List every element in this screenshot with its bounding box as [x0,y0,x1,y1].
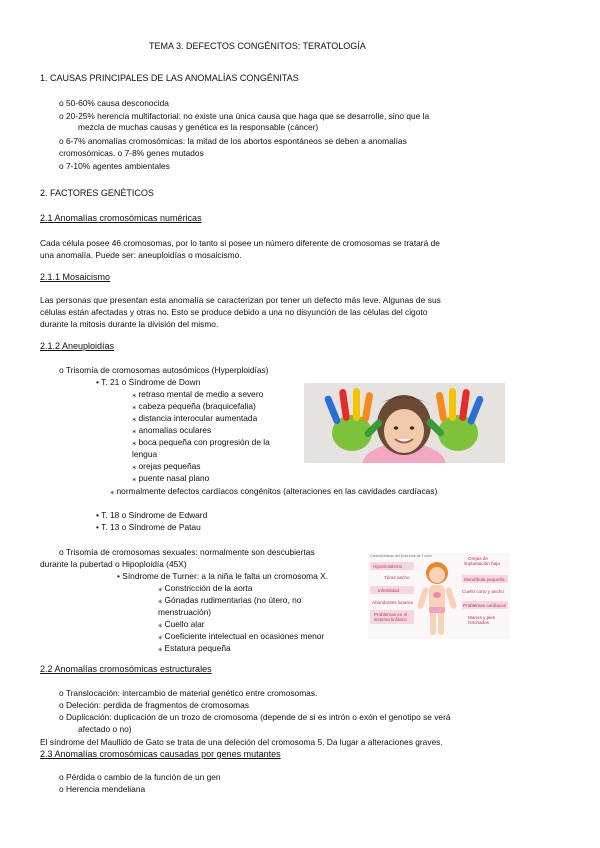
list-item: • T. 13 o Síndrome de Patau [96,522,201,532]
list-item: mezcla de muchas causas y genética es la responsable (cáncer) [78,122,319,132]
list-item: o Pérdida o cambio de la función de un gen [59,772,221,782]
list-item: o 7-10% agentes ambientales [59,161,170,171]
bullet-text: puente nasal plano [138,473,210,483]
section-2-heading: 2. FACTORES GENÉTICOS [40,188,154,198]
label-text: Hipotiroidismo [373,563,403,569]
bullet-text: orejas pequeñas [138,461,201,471]
section-1-heading: 1. CAUSAS PRINCIPALES DE LAS ANOMALÍAS CONGÉNITAS [40,73,299,83]
list-item: • T. 18 o Síndrome de Edward [96,510,208,520]
label-text: Orejas de [468,556,488,561]
bullet-text: Constricción de la aorta [164,583,253,593]
subsection-2-3-heading: 2.3 Anomalías cromosómicas causadas por genes mutantes [40,749,281,759]
bullet-item: ⁎ retraso mental de medio a severo [132,389,264,399]
bullet-item: ⁎ Cuello alar [158,619,205,629]
bullet-item: ⁎ cabeza pequeña (braquicefalia) [132,401,256,411]
list-item: afectado o no) [78,724,132,734]
bullet-text: normalmente defectos cardíacos congénitos (alteraciones en las cavidades cardíacas) [116,486,438,496]
list-item: o Duplicación: duplicación de un trozo de cromosoma (depende de si es intrón o exón el genotipo se verá [59,712,451,722]
bullet-text: Gónadas rudimentarias (no útero, no [164,595,302,605]
list-item: o Trisomía de cromosomas sexuales: normalmente son descubiertas [59,547,315,557]
bullet-text: distancia interocular aumentada [138,413,258,423]
bullet-text: retraso mental de medio a severo [138,389,264,399]
label-text: Infertilidad [378,587,400,593]
label-text: Mandíbula pequeña [464,576,505,582]
list-item: o 50-60% causa desconocida [59,98,169,108]
bullet-text: menstruación) [158,607,212,617]
list-item: o 6-7% anomalías cromosómicas: la mitad de los abortos espontáneos se deben a anomalías [59,136,407,146]
list-item: o 20-25% herencia multifactorial: no existe una única causa que haga que se desarrolle, sino que la [59,111,430,121]
paragraph-line: durante la mitosis durante la división del mismo. [40,319,219,329]
girl-illustration [414,559,460,639]
list-item: • T. 21 o Síndrome de Down [96,377,201,387]
paragraph-line: una anomalía. Puede ser: aneuploidías o mosaicismo. [40,250,242,260]
label-text: Manos y pies [468,615,496,620]
label-text: Tórax ancho [384,575,410,580]
bullet-item: ⁎ normalmente defectos cardíacos congénitos (alteraciones en las cavidades cardíacas) [110,486,438,496]
label-text: Problemas cardiacos [463,602,506,608]
paragraph-line: células están afectadas y otras no. Esto se produce debido a una no disyunción de las células del cigoto [40,307,428,317]
paragraph-line: El síndrome del Maullido de Gato se trata de una deleción del cromosoma 5. Da lugar a alteraciones graves. [40,737,443,747]
label-text: sistema linfático [374,617,407,622]
bullet-item: ⁎ distancia interocular aumentada [132,413,258,423]
list-item: o Deleción: perdida de fragmentos de cromosomas [59,700,249,710]
paragraph-line: Las personas que presentan esta anomalía se caracterizan por tener un defecto más leve. Algunas de sus [40,295,441,305]
label-text: implantación baja [464,561,500,566]
bullet-text: lengua [132,449,158,459]
list-item: • Síndrome de Turner: a la niña le falta un cromosoma X. [117,571,329,581]
bullet-item: ⁎ Estatura pequeña [158,643,231,653]
bullet-item: ⁎ orejas pequeñas [132,461,201,471]
subsection-2-1-heading: 2.1 Anomalías cromosómicas numéricas [40,213,202,223]
label-text: hinchados [468,620,489,625]
list-item: o Herencia mendeliana [59,784,146,794]
paragraph-line: Cada célula posee 46 cromosomas, por lo tanto si posee un número diferente de cromosomas se tratará de [40,238,440,248]
turner-syndrome-figure [368,553,510,639]
subsection-2-2-heading: 2.2 Anomalías cromosómicas estructurales [40,664,212,674]
bullet-item: ⁎ Coeficiente intelectual en ocasiones menor [158,631,325,641]
label-text: Cuello corto y ancho [462,589,504,594]
down-syndrome-photo [304,383,505,463]
bullet-text: cabeza pequeña (braquicefalia) [138,401,256,411]
list-item: cromosómicas. o 7-8% genes mutados [59,148,204,158]
figure-caption: Características del síndrome de Turner [370,554,433,558]
label-text: Problemas en el [374,611,408,617]
bullet-item: ⁎ puente nasal plano [132,473,210,483]
child-painted-hands-image [304,383,505,463]
label-text: Abundantes lunares [372,600,413,605]
bullet-text: Coeficiente intelectual en ocasiones menor [164,631,325,641]
bullet-item: ⁎ boca pequeña con progresión de la [132,437,270,447]
list-item: o Trisomía de cromosomas autosómicos (Hyperploidías) [59,365,269,375]
bullet-text: boca pequeña con progresión de la [138,437,270,447]
bullet-text: Estatura pequeña [164,643,231,653]
doc-title: TEMA 3. DEFECTOS CONGÉNITOS: TERATOLOGÍA [149,41,366,51]
list-item: o Translocación: intercambio de material genético entre cromosomas. [59,688,318,698]
bullet-text: Cuello alar [164,619,205,629]
list-item: durante la pubertad o Hipoploidía (45X) [40,559,187,569]
subsection-2-1-2-heading: 2.1.2 Aneuploidías [40,341,115,351]
subsection-2-1-1-heading: 2.1.1 Mosaicismo [40,272,111,282]
bullet-item: ⁎ Constricción de la aorta [158,583,253,593]
bullet-item: ⁎ anomalías oculares [132,425,212,435]
bullet-text: anomalías oculares [138,425,212,435]
bullet-item: ⁎ Gónadas rudimentarias (no útero, no [158,595,302,605]
